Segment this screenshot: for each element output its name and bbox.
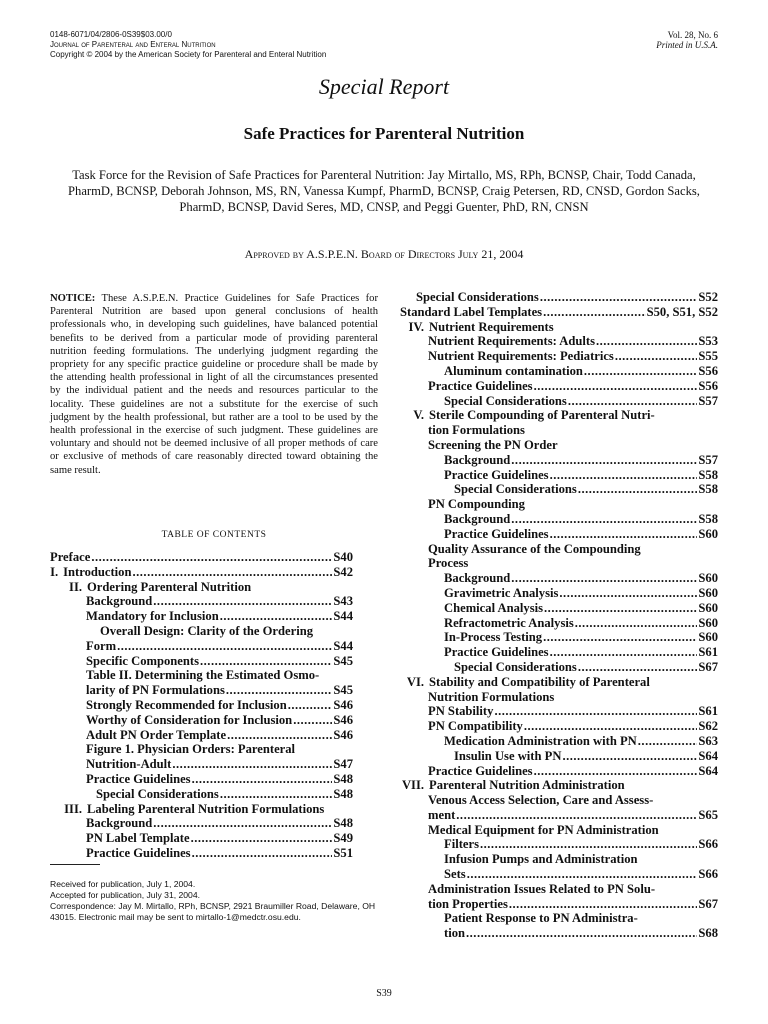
toc-entry xyxy=(400,290,718,305)
toc-entry-page: S56 xyxy=(698,378,718,393)
toc-leader-dots xyxy=(543,305,646,320)
toc-entry-page: S45 xyxy=(333,653,353,668)
toc-entry xyxy=(400,630,718,645)
printed-location: Printed in U.S.A. xyxy=(656,40,718,50)
toc-entry-label: Figure 1. Physician Orders: Parenteral xyxy=(86,742,296,757)
toc-section-number: VII. xyxy=(401,778,424,793)
toc-entry-label: Special Considerations xyxy=(96,786,219,801)
toc-entry-page: S60 xyxy=(698,526,718,541)
toc-entry-label: larity of PN Formulations xyxy=(86,683,225,698)
toc-leader-dots xyxy=(540,290,698,305)
toc-entry-label: Sets xyxy=(444,867,466,882)
received-date: Received for publication, July 1, 2004. xyxy=(50,879,196,889)
toc-entry xyxy=(50,772,353,787)
toc-entry-label: Strongly Recommended for Inclusion xyxy=(86,697,287,712)
toc-section-number: V. xyxy=(413,408,424,423)
toc-entry xyxy=(400,349,718,364)
toc-entry xyxy=(400,897,718,912)
page-number: S39 xyxy=(376,988,392,999)
toc-entry xyxy=(50,654,353,669)
toc-entry xyxy=(400,616,718,631)
toc-entry-label: Practice Guidelines xyxy=(444,467,549,482)
toc-leader-dots xyxy=(494,704,697,719)
toc-entry-label: Adult PN Order Template xyxy=(86,727,227,742)
toc-leader-dots xyxy=(559,586,697,601)
toc-leader-dots xyxy=(467,867,698,882)
toc-entry-label: Background xyxy=(444,571,511,586)
toc-leader-dots xyxy=(192,772,333,787)
toc-entry xyxy=(400,394,718,409)
toc-entry-label: PN Compatibility xyxy=(428,719,523,734)
toc-entry-page: S58 xyxy=(698,511,718,526)
toc-entry-page: S44 xyxy=(333,609,353,624)
correspondence: Correspondence: Jay M. Mirtallo, RPh, BCNSP, 2921 Braumiller Road, Delaware, OH 43015. Electronic mail may be sent to mirtallo-1@medctr.osu.edu. xyxy=(50,901,376,922)
toc-entry-label: Practice Guidelines xyxy=(444,526,549,541)
notice-label: NOTICE: xyxy=(50,293,96,304)
toc-entry xyxy=(50,728,353,743)
toc-entry-label: Administration Issues Related to PN Solu- xyxy=(428,881,656,896)
toc-entry xyxy=(400,660,718,675)
toc-leader-dots xyxy=(200,654,332,669)
toc-leader-dots xyxy=(117,639,332,654)
toc-entry xyxy=(400,704,718,719)
toc-entry xyxy=(400,882,718,897)
toc-entry-page: S57 xyxy=(698,393,718,408)
toc-entry xyxy=(400,305,718,320)
toc-entry-label: Special Considerations xyxy=(444,393,567,408)
toc-entry-page: S46 xyxy=(333,712,353,727)
toc-entry-label: Ordering Parenteral Nutrition xyxy=(87,579,252,594)
toc-entry-label: Nutrient Requirements xyxy=(429,319,554,334)
toc-entry xyxy=(50,609,353,624)
toc-leader-dots xyxy=(550,468,698,483)
toc-entry xyxy=(400,379,718,394)
toc-section-number: I. xyxy=(50,564,59,579)
volume-issue: Vol. 28, No. 6 xyxy=(667,30,718,40)
toc-entry xyxy=(400,911,718,926)
toc-entry-label: Filters xyxy=(444,837,479,852)
toc-entry xyxy=(50,802,353,817)
toc-entry-label: Aluminum contamination xyxy=(444,363,583,378)
toc-entry xyxy=(400,645,718,660)
toc-entry xyxy=(400,571,718,586)
toc-entry xyxy=(400,837,718,852)
toc-entry xyxy=(400,320,718,335)
toc-entry-page: S40 xyxy=(333,550,353,564)
toc-leader-dots xyxy=(578,482,698,497)
toc-entry-page: S51 xyxy=(333,845,353,860)
toc-entry-page: S66 xyxy=(698,837,718,852)
toc-leader-dots xyxy=(191,831,333,846)
toc-entry xyxy=(400,497,718,512)
toc-entry xyxy=(50,846,353,861)
toc-entry-label: tion Formulations xyxy=(428,423,525,438)
toc-entry xyxy=(400,926,718,941)
toc-entry-page: S60 xyxy=(698,615,718,630)
toc-entry-label: Stability and Compatibility of Parenteral xyxy=(429,674,650,689)
toc-entry-label: PN Label Template xyxy=(86,831,190,846)
toc-entry-label: Special Considerations xyxy=(416,290,539,304)
toc-entry-label: Background xyxy=(444,511,511,526)
toc-entry xyxy=(50,757,353,772)
toc-entry-label: Nutrient Requirements: Pediatrics xyxy=(428,349,614,364)
toc-leader-dots xyxy=(511,512,697,527)
toc-entry xyxy=(400,719,718,734)
toc-section-number: VI. xyxy=(406,674,424,689)
toc-entry-label: Form xyxy=(86,638,117,653)
toc-leader-dots xyxy=(153,816,332,831)
toc-entry xyxy=(400,512,718,527)
toc-entry-label: Standard Label Templates xyxy=(400,304,543,319)
toc-entry-label: Nutrition-Adult xyxy=(86,757,172,772)
toc-entry-label: Screening the PN Order xyxy=(428,437,558,452)
toc-leader-dots xyxy=(509,897,698,912)
toc-leader-dots xyxy=(466,926,697,941)
toc-entry xyxy=(400,408,718,423)
toc-entry-page: S63 xyxy=(698,733,718,748)
toc-leader-dots xyxy=(220,609,333,624)
toc-entry xyxy=(400,690,718,705)
toc-leader-dots xyxy=(480,837,697,852)
toc-left-column xyxy=(50,550,353,861)
toc-leader-dots xyxy=(544,601,697,616)
toc-entry xyxy=(50,698,353,713)
toc-leader-dots xyxy=(288,698,333,713)
toc-leader-dots xyxy=(575,616,698,631)
toc-entry-page: S49 xyxy=(333,831,353,846)
toc-entry-label: Practice Guidelines xyxy=(444,645,549,660)
toc-entry-page: S60 xyxy=(698,600,718,615)
toc-leader-dots xyxy=(456,808,697,823)
toc-entry-label: In-Process Testing xyxy=(444,630,543,645)
toc-entry-label: PN Stability xyxy=(428,704,494,719)
toc-entry-label: Process xyxy=(428,556,469,571)
toc-leader-dots xyxy=(172,757,332,772)
toc-entry xyxy=(400,734,718,749)
toc-entry-page: S42 xyxy=(333,564,353,579)
toc-entry-page: S46 xyxy=(333,727,353,742)
toc-section-number: II. xyxy=(69,579,82,594)
toc-entry-label: Medication Administration with PN xyxy=(444,733,637,748)
toc-entry xyxy=(50,742,353,757)
approval-line: Approved by A.S.P.E.N. Board of Directors July 21, 2004 xyxy=(244,247,524,261)
toc-entry xyxy=(400,793,718,808)
toc-leader-dots xyxy=(568,394,698,409)
toc-leader-dots xyxy=(534,379,698,394)
toc-entry xyxy=(50,816,353,831)
toc-entry-label: Quality Assurance of the Compounding xyxy=(428,541,641,556)
toc-entry xyxy=(50,831,353,846)
toc-entry-page: S61 xyxy=(698,704,718,719)
section-label: Special Report xyxy=(318,74,450,99)
toc-entry-label: ment xyxy=(428,807,456,822)
toc-entry xyxy=(400,438,718,453)
toc-entry-label: Gravimetric Analysis xyxy=(444,585,559,600)
toc-entry xyxy=(400,823,718,838)
toc-entry-page: S60 xyxy=(698,630,718,645)
toc-entry-page: S64 xyxy=(698,748,718,763)
journal-name: Journal of Parenteral and Enteral Nutrition xyxy=(50,40,216,49)
toc-heading: TABLE OF CONTENTS xyxy=(161,530,267,540)
issue-info xyxy=(560,30,718,50)
toc-entry-page: S67 xyxy=(698,659,718,674)
toc-entry-page: S52 xyxy=(698,290,718,304)
toc-leader-dots xyxy=(220,787,333,802)
toc-entry-page: S61 xyxy=(698,645,718,660)
toc-entry xyxy=(400,364,718,379)
toc-entry xyxy=(50,565,353,580)
accepted-date: Accepted for publication, July 31, 2004. xyxy=(50,890,201,900)
toc-entry-label: Patient Response to PN Administra- xyxy=(444,911,638,926)
toc-entry-label: Practice Guidelines xyxy=(428,763,533,778)
toc-leader-dots xyxy=(132,565,332,580)
author-list: Task Force for the Revision of Safe Practices for Parenteral Nutrition: Jay Mirtallo, MS, RPh, BCNSP, Chair, Todd Canada, PharmD, BCNSP, Deborah Johnson, MS, RN, Vanessa Kumpf, PharmD, BCNSP, Craig Petersen, RD, CNSD, Gordon Sacks, PharmD, BCNSP, David Seres, MD, CNSP, and Peggi Guenter, PhD, RN, CNSN xyxy=(68,168,700,214)
toc-entry xyxy=(400,778,718,793)
toc-entry-page: S48 xyxy=(333,771,353,786)
toc-entry xyxy=(400,852,718,867)
copyright-line: Copyright © 2004 by the American Society for Parenteral and Enteral Nutrition xyxy=(50,50,327,59)
toc-entry-label: Medical Equipment for PN Administration xyxy=(428,822,659,837)
toc-entry-label: Venous Access Selection, Care and Assess- xyxy=(428,793,654,808)
toc-leader-dots xyxy=(550,527,698,542)
toc-leader-dots xyxy=(596,334,697,349)
toc-entry xyxy=(50,787,353,802)
toc-entry xyxy=(400,749,718,764)
toc-leader-dots xyxy=(293,713,332,728)
toc-entry-label: Special Considerations xyxy=(454,659,577,674)
toc-entry-page: S47 xyxy=(333,757,353,772)
toc-entry-page: S46 xyxy=(333,697,353,712)
toc-entry-page: S60 xyxy=(698,571,718,586)
toc-entry-label: Introduction xyxy=(63,564,132,579)
toc-entry xyxy=(50,594,353,609)
toc-entry-label: Mandatory for Inclusion xyxy=(86,609,219,624)
toc-entry-page: S65 xyxy=(698,807,718,822)
toc-entry-label: Worthy of Consideration for Inclusion xyxy=(86,712,293,727)
toc-entry xyxy=(400,527,718,542)
toc-entry xyxy=(50,550,353,565)
toc-entry-page: S67 xyxy=(698,896,718,911)
footnote-divider xyxy=(50,864,100,865)
toc-entry-label: Refractometric Analysis xyxy=(444,615,574,630)
toc-section-number: III. xyxy=(64,801,82,816)
toc-entry-label: Special Considerations xyxy=(454,482,577,497)
toc-entry-page: S58 xyxy=(698,467,718,482)
toc-entry-label: Table II. Determining the Estimated Osmo- xyxy=(86,668,320,683)
article-code: 0148-6071/04/2806-0S39$03.00/0 xyxy=(50,30,172,39)
toc-entry-page: S44 xyxy=(333,638,353,653)
toc-entry xyxy=(400,675,718,690)
toc-entry-page: S62 xyxy=(698,719,718,734)
toc-leader-dots xyxy=(615,349,698,364)
toc-entry-label: Nutrition Formulations xyxy=(428,689,555,704)
toc-leader-dots xyxy=(511,453,697,468)
toc-leader-dots xyxy=(550,645,698,660)
toc-entry-page: S64 xyxy=(698,763,718,778)
toc-leader-dots xyxy=(511,571,697,586)
toc-right-column xyxy=(400,290,718,941)
toc-entry xyxy=(400,764,718,779)
toc-entry xyxy=(400,867,718,882)
toc-entry-page: S50, S51, S52 xyxy=(646,304,718,319)
toc-leader-dots xyxy=(226,683,333,698)
toc-leader-dots xyxy=(91,550,332,565)
toc-entry-label: Specific Components xyxy=(86,653,199,668)
toc-entry-page: S68 xyxy=(698,926,718,941)
toc-entry xyxy=(400,468,718,483)
toc-entry-page: S66 xyxy=(698,867,718,882)
toc-entry-label: Background xyxy=(444,452,511,467)
toc-entry-page: S57 xyxy=(698,452,718,467)
toc-entry xyxy=(50,624,353,639)
toc-entry-label: PN Compounding xyxy=(428,497,525,512)
toc-entry-label: Insulin Use with PN xyxy=(454,748,562,763)
toc-entry xyxy=(400,586,718,601)
toc-entry-label: Background xyxy=(86,816,153,831)
toc-entry xyxy=(400,423,718,438)
toc-entry-page: S53 xyxy=(698,334,718,349)
toc-entry-label: Labeling Parenteral Nutrition Formulations xyxy=(87,801,325,816)
toc-entry-label: Practice Guidelines xyxy=(428,378,533,393)
toc-entry xyxy=(400,601,718,616)
toc-leader-dots xyxy=(562,749,697,764)
toc-entry xyxy=(400,542,718,557)
toc-entry-label: Practice Guidelines xyxy=(86,845,191,860)
toc-entry xyxy=(50,668,353,683)
toc-leader-dots xyxy=(192,846,333,861)
toc-entry-label: Sterile Compounding of Parenteral Nutri- xyxy=(429,408,655,423)
footnote xyxy=(50,879,378,923)
toc-entry xyxy=(400,482,718,497)
toc-leader-dots xyxy=(153,594,332,609)
toc-entry-page: S48 xyxy=(333,786,353,801)
toc-entry-label: Practice Guidelines xyxy=(86,771,191,786)
toc-leader-dots xyxy=(543,630,697,645)
toc-entry-page: S48 xyxy=(333,816,353,831)
toc-entry-page: S43 xyxy=(333,594,353,609)
toc-entry xyxy=(50,713,353,728)
toc-entry-label: Overall Design: Clarity of the Ordering xyxy=(100,623,314,638)
toc-entry-label: tion Properties xyxy=(428,896,508,911)
toc-entry-label: tion xyxy=(444,926,465,941)
toc-leader-dots xyxy=(584,364,697,379)
toc-entry-page: S56 xyxy=(698,363,718,378)
toc-entry-label: Background xyxy=(86,594,153,609)
toc-entry xyxy=(50,639,353,654)
toc-entry xyxy=(50,683,353,698)
toc-entry xyxy=(400,453,718,468)
toc-entry xyxy=(400,334,718,349)
toc-leader-dots xyxy=(534,764,698,779)
toc-entry xyxy=(400,808,718,823)
toc-entry-page: S55 xyxy=(698,349,718,364)
notice-paragraph xyxy=(50,292,378,477)
notice-text: These A.S.P.E.N. Practice Guidelines for Safe Practices for Parenteral Nutrition are based upon general conclusions of health professionals who, in developing such guidelines, have balanced potential benefits to be derived from a particular mode of providing parenteral nutrition feeding formulations. The underlying judgment regarding the propriety for any specific practice guideline or procedure shall be made by the attending health professional in light of all the circumstances presented by the individual patient and the needs and resources particular to the locality. These guidelines are not a substitute for the exercise of such judgment by the health professional, but rather are a tool to be used by the health professional in the exercise of such judgment. These guidelines are voluntary and should not be deemed inclusive of all proper methods of care or exclusive of methods of care reasonably directed toward obtaining the same result. xyxy=(50,293,378,476)
toc-leader-dots xyxy=(638,734,698,749)
toc-entry-label: Infusion Pumps and Administration xyxy=(444,852,638,867)
toc-entry-page: S60 xyxy=(698,585,718,600)
toc-entry-label: Parenteral Nutrition Administration xyxy=(429,778,625,793)
journal-header xyxy=(50,30,470,60)
toc-entry xyxy=(400,556,718,571)
toc-entry xyxy=(50,580,353,595)
toc-leader-dots xyxy=(578,660,698,675)
toc-section-number: IV. xyxy=(408,319,424,334)
toc-entry-page: S45 xyxy=(333,683,353,698)
article-title: Safe Practices for Parenteral Nutrition xyxy=(243,124,525,143)
toc-leader-dots xyxy=(227,728,332,743)
toc-entry-label: Chemical Analysis xyxy=(444,600,544,615)
toc-entry-label: Preface xyxy=(50,550,91,564)
toc-entry-page: S58 xyxy=(698,482,718,497)
toc-entry-label: Nutrient Requirements: Adults xyxy=(428,334,595,349)
toc-leader-dots xyxy=(524,719,698,734)
